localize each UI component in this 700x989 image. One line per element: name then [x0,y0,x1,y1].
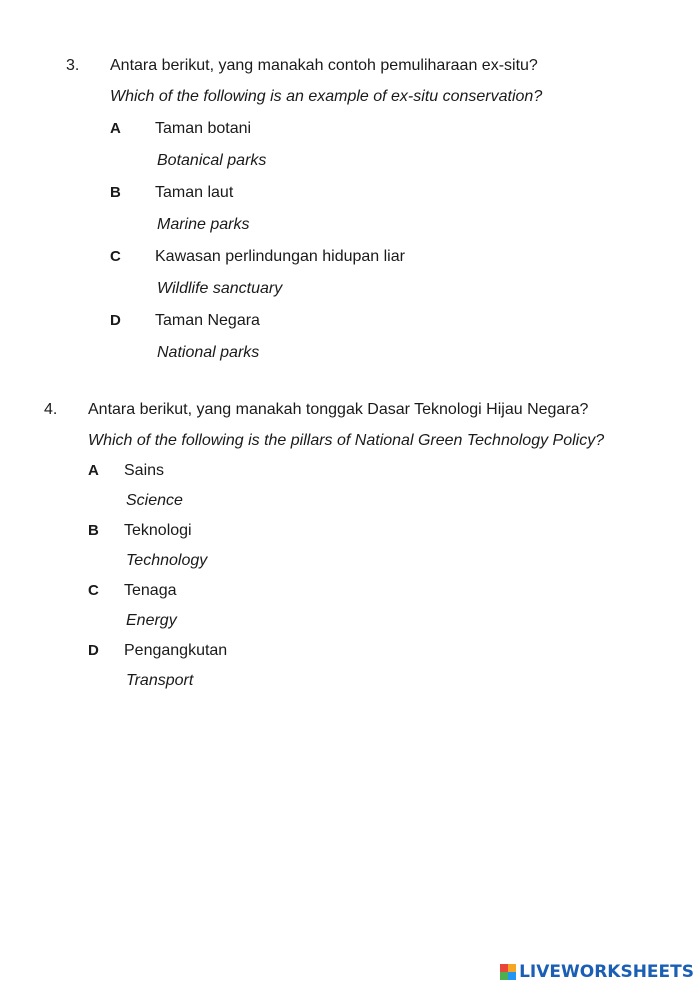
question-4-number: 4. [44,401,58,418]
question-3-number: 3. [66,57,80,74]
q3-option-a-text-ms: Taman botani [155,120,252,137]
logo-square-red [500,964,508,972]
q3-option-c-letter[interactable]: C [110,248,121,265]
q3-option-b-letter[interactable]: B [110,184,121,201]
q4-option-b-text-ms: Teknologi [124,522,192,539]
question-3-text-ms: Antara berikut, yang manakah contoh pemuliharaan ex-situ? [110,57,538,74]
liveworksheets-logo-text: LIVEWORKSHEETS [519,962,694,982]
q4-option-a-text-en: Science [126,492,183,509]
q4-option-d-text-en: Transport [126,672,194,689]
logo-square-orange [508,964,516,972]
liveworksheets-logo-icon [500,964,516,980]
q4-option-a-letter[interactable]: A [88,462,99,479]
q3-option-b-text-ms: Taman laut [155,184,234,201]
q4-option-d-text-ms: Pengangkutan [124,642,228,659]
logo-square-green [500,972,508,980]
q4-option-c-text-en: Energy [126,612,177,629]
q4-option-b-letter[interactable]: B [88,522,99,539]
q4-option-c-letter[interactable]: C [88,582,99,599]
question-4-text-en: Which of the following is the pillars of National Green Technology Policy? [88,432,605,449]
q3-option-a-text-en: Botanical parks [157,152,267,169]
q3-option-a-letter[interactable]: A [110,120,121,137]
q4-option-b-text-en: Technology [126,552,208,569]
question-4-text-ms: Antara berikut, yang manakah tonggak Dasar Teknologi Hijau Negara? [88,401,589,418]
q3-option-d-text-en: National parks [157,344,260,361]
q3-option-c-text-en: Wildlife sanctuary [157,280,283,297]
q3-option-b-text-en: Marine parks [157,216,250,233]
q3-option-c-text-ms: Kawasan perlindungan hidupan liar [155,248,405,265]
question-3-text-en: Which of the following is an example of ex-situ conservation? [110,88,543,105]
logo-square-blue [508,972,516,980]
q4-option-d-letter[interactable]: D [88,642,99,659]
q4-option-c-text-ms: Tenaga [124,582,177,599]
q3-option-d-letter[interactable]: D [110,312,121,329]
q4-option-a-text-ms: Sains [124,462,165,479]
liveworksheets-logo[interactable] [500,961,694,983]
q3-option-d-text-ms: Taman Negara [155,312,260,329]
